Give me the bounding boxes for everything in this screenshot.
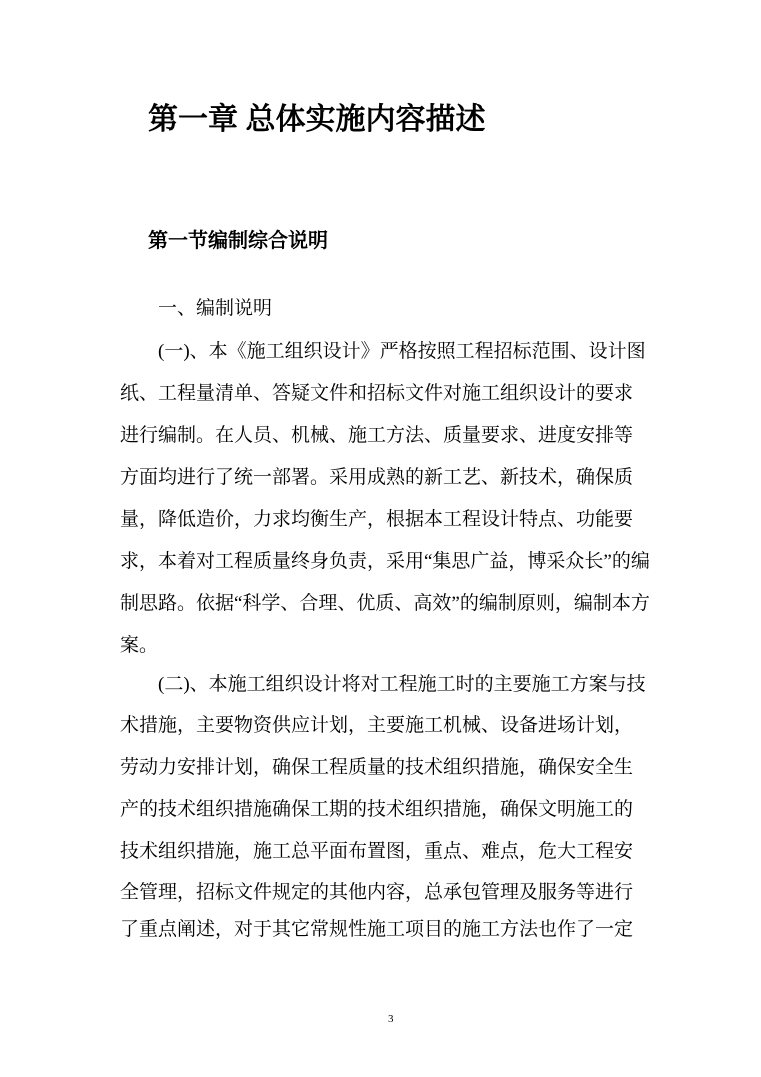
paragraph-line: 术措施，主要物资供应计划，主要施工机械、设备进场计划， xyxy=(120,715,634,736)
paragraph-line: 方面均进行了统一部署。采用成熟的新工艺、新技术，确保质 xyxy=(120,467,634,488)
paragraph-line: 制思路。依据“科学、合理、优质、高效”的编制原则，编制本方 xyxy=(120,593,650,614)
paragraph-line: 劳动力安排计划，确保工程质量的技术组织措施，确保安全生 xyxy=(120,757,634,778)
paragraph-line: 技术组织措施，施工总平面布置图，重点、难点，危大工程安 xyxy=(120,841,634,862)
subsection-title: 一、编制说明 xyxy=(158,298,273,319)
section-title: 第一节编制综合说明 xyxy=(148,230,328,252)
paragraph-line: 量，降低造价，力求均衡生产，根据本工程设计特点、功能要 xyxy=(120,509,634,530)
paragraph-line: 了重点阐述，对于其它常规性施工项目的施工方法也作了一定 xyxy=(120,919,634,940)
paragraph-line: 全管理，招标文件规定的其他内容，总承包管理及服务等进行 xyxy=(120,882,634,903)
paragraph-line: (二)、本施工组织设计将对工程施工时的主要施工方案与技 xyxy=(158,674,646,695)
paragraph-line: 进行编制。在人员、机械、施工方法、质量要求、进度安排等 xyxy=(120,425,634,446)
chapter-title: 第一章 总体实施内容描述 xyxy=(148,103,486,136)
paragraph-line: 求，本着对工程质量终身负责，采用“集思广益，博采众长”的编 xyxy=(120,551,650,572)
paragraph-line: 产的技术组织措施确保工期的技术组织措施，确保文明施工的 xyxy=(120,799,634,820)
paragraph-line: 纸、工程量清单、答疑文件和招标文件对施工组织设计的要求 xyxy=(120,383,634,404)
paragraph-line: 案。 xyxy=(120,635,159,656)
page-number: 3 xyxy=(388,1013,394,1025)
paragraph-line: (一)、本《施工组织设计》严格按照工程招标范围、设计图 xyxy=(158,341,646,362)
